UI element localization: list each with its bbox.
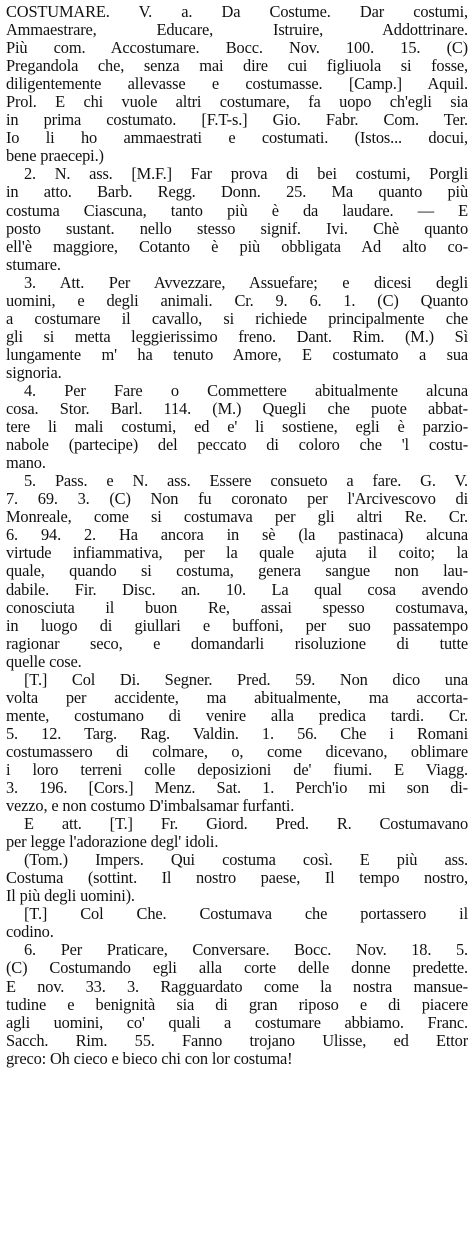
entry-line-8: Io li ho ammaestrati e costumati. (Istos... docui, xyxy=(6,129,468,148)
entry-line-38: [T.] Col Di. Segner. Pred. 59. Non dico una xyxy=(24,670,468,689)
entry-line-6: Prol. E chi vuole altri costumare, fa uopo ch'egli sia xyxy=(6,93,468,112)
entry-line-47: per legge l'adorazione degl' idoli. xyxy=(6,833,219,852)
entry-line-17: uomini, e degli animali. Cr. 9. 6. 1. (C) Quanto xyxy=(6,291,468,310)
entry-line-2: Ammaestrare, Educare, Istruire, Addottrinare. xyxy=(6,21,468,40)
entry-line-19: gli si metta leggierissimo freno. Dant. Rim. (M.) Sì xyxy=(6,327,468,346)
entry-line-50: Il più degli uomini). xyxy=(6,887,135,906)
entry-line-23: cosa. Stor. Barl. 114. (M.) Quegli che puote abbat- xyxy=(6,400,468,419)
entry-line-31: virtude infiammativa, per la quale ajuta il coito; la xyxy=(6,544,468,563)
entry-line-5: diligentemente allevasse e costumasse. [Camp.] Aquil. xyxy=(6,75,468,94)
entry-line-11: in atto. Barb. Regg. Donn. 25. Ma quanto più xyxy=(6,183,468,202)
entry-line-1: COSTUMARE. V. a. Da Costume. Dar costumi, xyxy=(6,3,468,21)
entry-line-20: lungamente m' ha tenuto Amore, E costumato a sua xyxy=(6,345,468,364)
entry-line-52: codino. xyxy=(6,923,54,942)
entry-line-9: bene praecepi.) xyxy=(6,147,104,166)
entry-line-34: conosciuta il buon Re, assai spesso costumava, xyxy=(6,598,468,617)
entry-line-42: costumassero di colmare, o, come dicevano, oblimare xyxy=(6,742,468,761)
entry-line-21: signoria. xyxy=(6,363,62,382)
entry-line-16: 3. Att. Per Avvezzare, Assuefare; e dicesi degli xyxy=(24,273,468,292)
entry-line-45: vezzo, e non costumo D'imbalsamar furfanti. xyxy=(6,797,295,816)
entry-line-25: nabole (partecipe) del peccato di coloro che 'l costu- xyxy=(6,436,468,455)
entry-line-44: 3. 196. [Cors.] Menz. Sat. 1. Perch'io mi son di- xyxy=(6,779,468,798)
entry-line-36: ragionar seco, e domandarli risoluzione di tutte xyxy=(6,634,468,653)
entry-line-49: Costuma (sottint. Il nostro paese, Il tempo nostro, xyxy=(6,869,468,888)
entry-line-53: 6. Per Praticare, Conversare. Bocc. Nov. 18. 5. xyxy=(24,941,468,960)
entry-line-39: volta per accidente, ma abitualmente, ma accorta- xyxy=(6,688,468,707)
entry-line-33: dabile. Fir. Disc. an. 10. La qual cosa avendo xyxy=(6,580,468,599)
entry-line-14: ell'è maggiore, Cotanto è più obbligata Ad alto co- xyxy=(6,237,468,256)
entry-line-15: stumare. xyxy=(6,255,61,274)
entry-line-54: (C) Costumando egli alla corte delle donne predette. xyxy=(6,959,468,978)
entry-line-35: in luogo di giullari e buffoni, per suo passatempo xyxy=(6,616,468,635)
entry-line-12: costuma Ciascuna, tanto più è da laudare. — E xyxy=(6,201,468,220)
entry-line-58: Sacch. Rim. 55. Fanno trojano Ulisse, ed Ettor xyxy=(6,1031,468,1050)
entry-line-32: quale, quando si costuma, genera sangue non lau- xyxy=(6,562,468,581)
entry-line-4: Pregandola che, senza mai dire cui figliuola si fosse, xyxy=(6,57,468,76)
entry-line-30: 6. 94. 2. Ha ancora in sè (la pastinaca) alcuna xyxy=(6,526,468,545)
entry-line-57: agli uomini, co' quali a costumare abbiamo. Franc. xyxy=(6,1013,468,1032)
entry-line-55: E nov. 33. 3. Ragguardato come la nostra mansue- xyxy=(6,977,468,996)
entry-line-13: posto sustant. nello stesso signif. Ivi. Chè quanto xyxy=(6,219,468,238)
entry-line-41: 5. 12. Targ. Rag. Valdin. 1. 56. Che i Romani xyxy=(6,724,468,743)
entry-line-3: Più com. Accostumare. Bocc. Nov. 100. 15. (C) xyxy=(6,39,468,58)
entry-line-46: E att. [T.] Fr. Giord. Pred. R. Costumavano xyxy=(24,815,468,834)
entry-line-18: a costumare il cavallo, si richiede principalmente che xyxy=(6,309,468,328)
entry-line-37: quelle cose. xyxy=(6,652,82,671)
entry-line-40: mente, costumano di venire alla predica tardi. Cr. xyxy=(6,706,468,725)
entry-line-29: Monreale, come si costumava per gli altri Re. Cr. xyxy=(6,508,468,527)
entry-line-26: mano. xyxy=(6,454,46,473)
entry-line-22: 4. Per Fare o Commettere abitualmente alcuna xyxy=(24,381,468,400)
entry-line-28: 7. 69. 3. (C) Non fu coronato per l'Arcivescovo di xyxy=(6,490,468,509)
dictionary-entry-costumare xyxy=(6,3,468,1068)
entry-line-43: i loro terreni colle deposizioni de' fiumi. E Viagg. xyxy=(6,760,468,779)
entry-line-56: tudine e benignità sia di gran riposo e di piacere xyxy=(6,995,468,1014)
entry-line-10: 2. N. ass. [M.F.] Far prova di bei costumi, Porgli xyxy=(24,165,468,184)
entry-line-27: 5. Pass. e N. ass. Essere consueto a fare. G. V. xyxy=(24,472,468,491)
entry-line-7: in prima costumato. [F.T-s.] Gio. Fabr. Com. Ter. xyxy=(6,111,468,130)
entry-line-51: [T.] Col Che. Costumava che portassero il xyxy=(24,905,468,924)
entry-line-48: (Tom.) Impers. Qui costuma così. E più ass. xyxy=(24,851,468,870)
entry-line-24: tere li mali costumi, ed e' li sostiene, egli è parzio- xyxy=(6,418,468,437)
entry-line-59: greco: Oh cieco e bieco chi con lor costuma! xyxy=(6,1049,293,1068)
